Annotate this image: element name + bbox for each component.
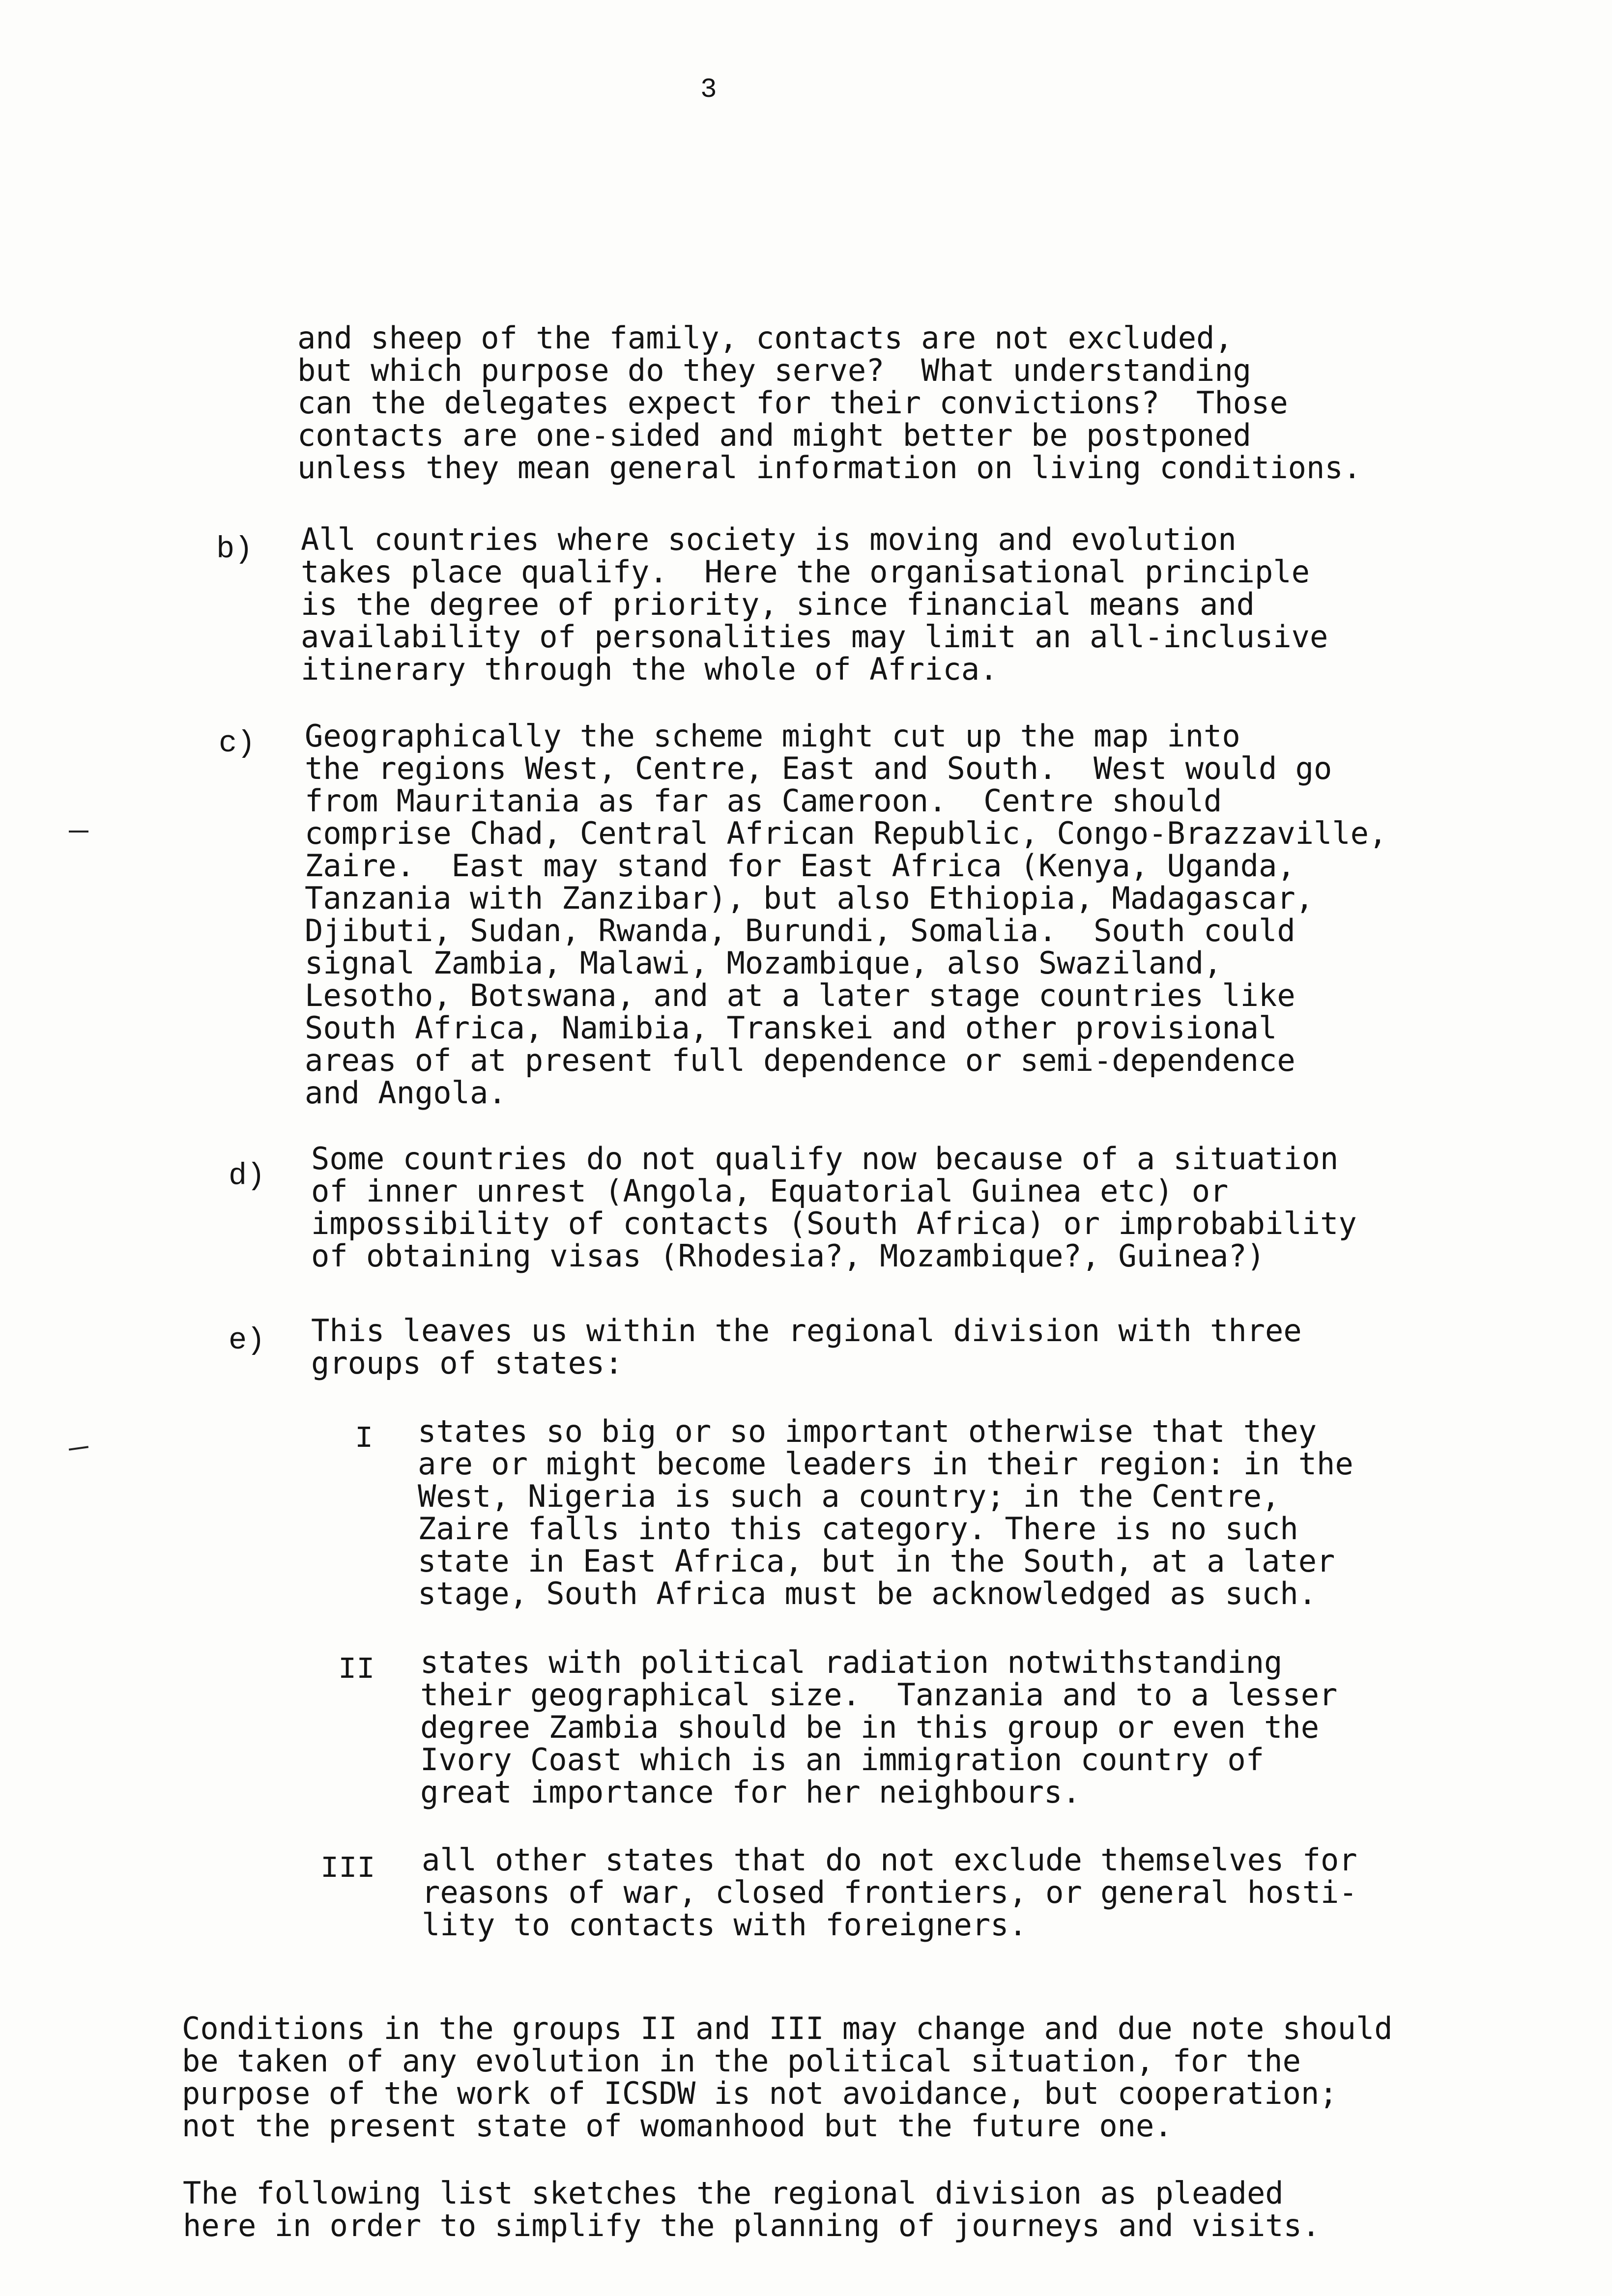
intro-paragraph: and sheep of the family, contacts are not excluded, but which purpose do they serve? What understanding can the delegates expect for their convictions? Those contacts are one-sided and might better be postponed unless they mean general information on living conditions. [297,320,1361,486]
margin-dash-mark [69,831,88,832]
item-text-c: Geographically the scheme might cut up the map into the regions West, Centre, East and South. West would go from Mauritania as far as Cameroon. Centre should comprise Chad, Central African Republic, Congo-Brazzaville, Zaire. East may stand for East Africa (Kenya, Uganda, Tanzania with Zanzibar), but also Ethiopia, Madagascar, Djibuti, Sudan, Rwanda, Burundi, Somalia. South could signal Zambia, Malawi, Mozambique, also Swaziland, Lesotho, Botswana, and at a later stage countries like South Africa, Namibia, Transkei and other provisional areas of at present full dependence or semi-dependence and Angola. [305,718,1387,1111]
item-label-b: b) [216,532,253,567]
closing-paragraph-conditions: Conditions in the groups II and III may change and due note should be taken of any evolution in the political situation, for the purpose of the work of ICSDW is not avoidance, but cooperation; not the present state of womanhood but the future one. [182,2010,1393,2144]
item-label-c: c) [219,726,256,761]
margin-dash-mark [69,1446,88,1451]
item-label-d: d) [229,1158,265,1193]
closing-paragraph-regional-list: The following list sketches the regional division as pleaded here in order to simplify the planning of journeys and visits. [183,2175,1321,2243]
group-label-i: I [355,1421,374,1456]
group-text-i: states so big or so important otherwise that they are or might become leaders in their region: in the West, Nigeria is such a country; in the Centre, Zaire falls into this category. There is no such state in East Africa, but in the South, at a later stage, South Africa must be acknowledged as such. [418,1413,1353,1611]
group-text-ii: states with political radiation notwithstanding their geographical size. Tanzania and to a lesser degree Zambia should be in this group or even the Ivory Coast which is an immigration country of great importance for her neighbours. [420,1644,1338,1810]
item-label-e: e) [229,1323,265,1358]
item-text-e: This leaves us within the regional division with three groups of states: [311,1313,1302,1381]
group-label-iii: III [320,1851,375,1886]
item-text-d: Some countries do not qualify now because of a situation of inner unrest (Angola, Equatorial Guinea etc) or impossibility of contacts (South Africa) or improbability of obtaining visas (Rhodesia?, Mozambique?, Guinea?) [311,1141,1357,1274]
group-text-iii: all other states that do not exclude themselves for reasons of war, closed frontiers, or general hosti- lity to contacts with foreigners. [422,1842,1357,1943]
item-text-b: All countries where society is moving and evolution takes place qualify. Here the organisational principle is the degree of priority, since financial means and availability of personalities may limit an all-inclusive itinerary through the whole of Africa. [301,521,1328,687]
page-number: 3 [700,74,717,105]
group-label-ii: II [338,1652,375,1687]
